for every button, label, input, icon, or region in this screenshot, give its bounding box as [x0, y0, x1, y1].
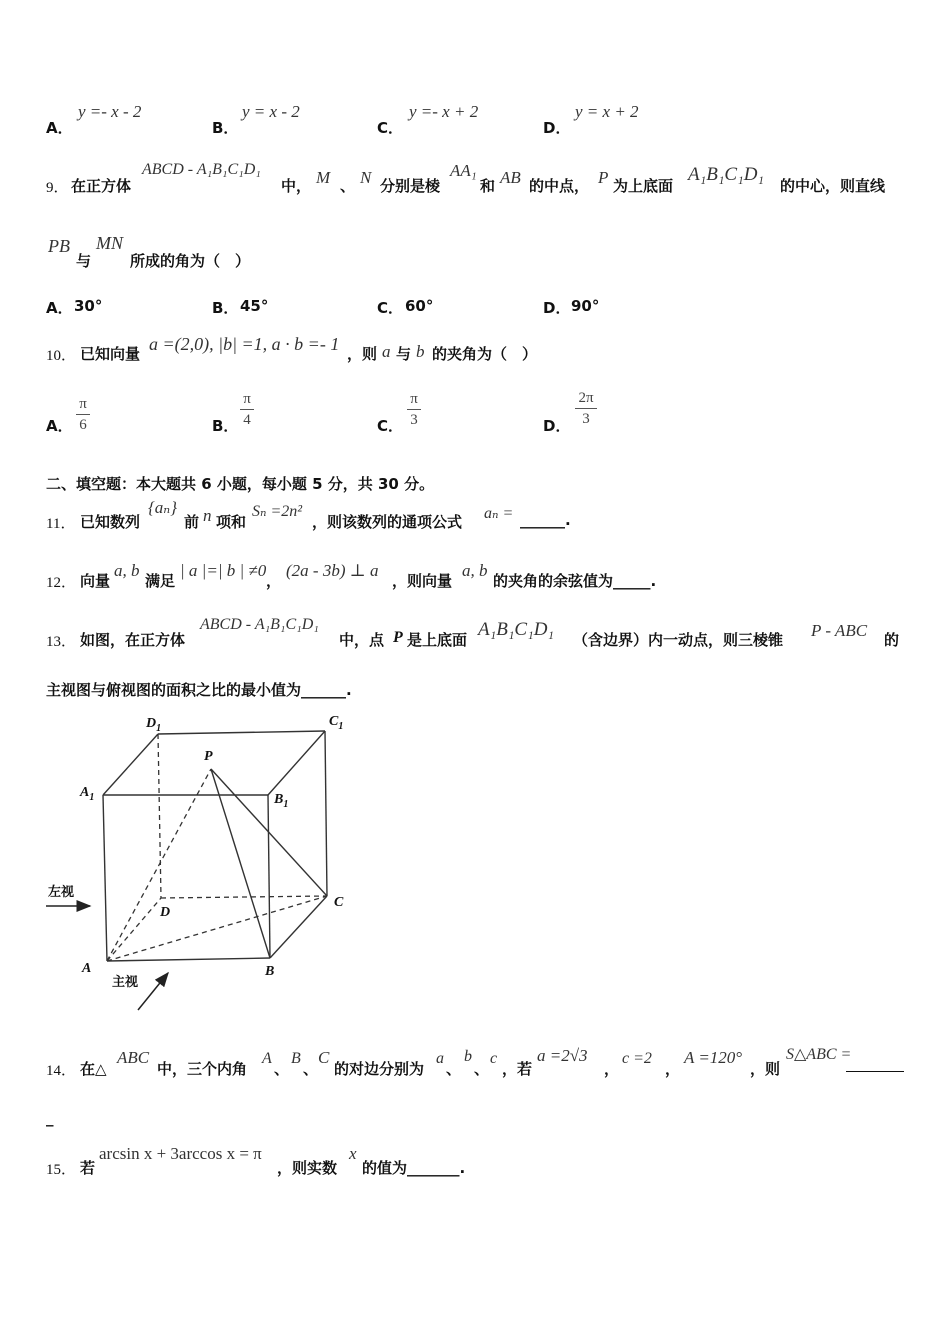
q15-text: ，则实数 — [277, 1159, 338, 1177]
q9-aa1: AA₁ — [450, 161, 477, 180]
q12-text: 向量 — [80, 572, 111, 590]
q14-abc: ABC — [117, 1048, 150, 1067]
edge-a-c-hidden — [107, 896, 327, 961]
q15-text: 若 — [80, 1159, 96, 1177]
q14-blank[interactable] — [846, 1071, 904, 1072]
label-p: P — [204, 749, 213, 764]
q13-text: 的 — [884, 631, 900, 649]
q9-text: 和 — [480, 177, 496, 195]
q14-angle-b: B — [291, 1050, 301, 1067]
q10-option-b-num: π — [243, 391, 251, 407]
q14-sep: 、 — [303, 1060, 319, 1078]
q9-option-a-label: A． — [46, 299, 73, 317]
q15-number: 15． — [46, 1162, 77, 1178]
q14-sep: 、 — [274, 1060, 290, 1078]
q10-option-b-label: B． — [212, 417, 239, 435]
q11-text: 项和 — [216, 513, 247, 531]
q8-option-c-expr: y =- x + 2 — [409, 102, 479, 121]
q9-option-c-label: C． — [377, 299, 404, 317]
q10-text: 与 — [396, 345, 412, 363]
q10-option-d-den: 3 — [582, 411, 590, 427]
q12-cond1: | a |=| b | ≠0 — [180, 561, 267, 580]
q9-cube: ABCD - A₁B₁C₁D₁ — [142, 161, 261, 178]
q9-option-d-value: 90° — [571, 297, 600, 315]
q9-text: 所成的角为（ ） — [130, 252, 251, 270]
q11-text: 前 — [184, 513, 200, 531]
q9-text: 在正方体 — [71, 177, 132, 195]
q14-cond3: A =120° — [684, 1048, 743, 1067]
q10-text: ，则 — [347, 345, 378, 363]
q12-cond2: (2a - 3b) ⊥ a — [286, 561, 379, 580]
q8-option-a-label: A． — [46, 119, 73, 137]
q13-text: 是上底面 — [407, 631, 468, 649]
q9-option-c-value: 60° — [405, 297, 434, 315]
q10-option-a-frac — [76, 395, 90, 434]
q9-text: 中， — [281, 177, 312, 195]
q9-pb: PB — [48, 236, 70, 256]
q12-ab2: a, b — [462, 561, 488, 580]
q14-sep: 、 — [446, 1060, 462, 1078]
q12-text: ，则向量 — [392, 572, 453, 590]
q10-number: 10． — [46, 348, 77, 364]
edge-b-c — [270, 896, 327, 958]
label-c1: $C_1$ — [329, 714, 344, 732]
q9-text: 的中点， — [529, 177, 590, 195]
q11-n: n — [203, 506, 212, 525]
q9-mn: MN — [96, 233, 123, 253]
q12-blank[interactable]: 的夹角的余弦值为_____. — [493, 572, 657, 590]
q10-condition: a =(2,0), |b| =1, a · b =- 1 — [149, 334, 340, 354]
q14-text: 在△ — [80, 1060, 107, 1078]
q10-text: 的夹角为（ ） — [432, 345, 538, 363]
q10-option-d-label: D． — [543, 417, 571, 435]
q9-p: P — [598, 168, 609, 187]
q14-text: ， — [665, 1060, 681, 1078]
edge-b1-c1 — [268, 731, 325, 795]
label-b: B — [265, 964, 275, 979]
q13-number: 13． — [46, 634, 77, 650]
q10-option-a-den: 6 — [79, 417, 87, 433]
q10-option-c-den: 3 — [410, 412, 418, 428]
q13-text: （含边界）内一动点，则三棱锥 — [573, 631, 784, 649]
q8-option-b-label: B． — [212, 119, 239, 137]
q8-option-d-expr: y = x + 2 — [575, 102, 639, 121]
label-d: D — [160, 905, 171, 920]
q10-option-c-label: C． — [377, 417, 404, 435]
q8-option-d-label: D． — [543, 119, 571, 137]
q15-equation: arcsin x + 3arccos x = π — [99, 1144, 262, 1163]
q14-angle-a: A — [262, 1050, 272, 1067]
q10-option-a-num: π — [79, 396, 87, 412]
q13-p: P — [393, 629, 403, 646]
label-a: A — [82, 961, 92, 976]
left-view-label: 左视 — [48, 885, 75, 900]
q9-option-b-label: B． — [212, 299, 239, 317]
q8-option-c-label: C． — [377, 119, 404, 137]
label-b1: $B_1$ — [274, 792, 289, 810]
q9-text: 与 — [76, 252, 92, 270]
edge-d1-d-hidden — [158, 734, 161, 898]
edge-a1-d1 — [103, 734, 158, 795]
q9-face: A₁B₁C₁D₁ — [688, 164, 765, 185]
q11-text: ，则该数列的通项公式 — [312, 513, 463, 531]
q9-option-b-value: 45° — [240, 297, 269, 315]
label-a1: $A_1$ — [80, 785, 95, 803]
q14-text: ， — [604, 1060, 620, 1078]
edge-d-c-hidden — [161, 896, 327, 898]
q9-ab: AB — [500, 168, 521, 187]
q9-text: 的中心，则直线 — [780, 177, 886, 195]
label-d1: $D_1$ — [146, 716, 162, 734]
q11-number: 11． — [46, 516, 76, 532]
q10-option-b-den: 4 — [243, 412, 251, 428]
q14-text: 的对边分别为 — [334, 1060, 425, 1078]
q11-blank[interactable]: ______. — [520, 511, 571, 529]
q10-option-b-frac — [240, 390, 254, 429]
q14-number: 14． — [46, 1063, 77, 1079]
section-2-heading: 二、填空题：本大题共 6 小题，每小题 5 分，共 30 分。 — [46, 475, 435, 493]
q10-option-d-frac — [575, 389, 597, 428]
q11-sum: Sₙ =2n² — [252, 503, 303, 520]
q13-line2[interactable]: 主视图与俯视图的面积之比的最小值为______. — [46, 681, 352, 699]
q9-number: 9． — [46, 180, 69, 196]
q10-b: b — [416, 342, 425, 361]
q10-option-d-num: 2π — [578, 390, 594, 406]
q14-side-a: a — [436, 1050, 444, 1067]
q14-cond2: c =2 — [622, 1050, 652, 1067]
q12-text: 满足 — [145, 572, 176, 590]
q9-m: M — [316, 168, 331, 187]
front-view-label: 主视 — [112, 975, 139, 990]
q15-blank[interactable]: 的值为_______. — [362, 1159, 466, 1177]
q11-text: 已知数列 — [80, 513, 141, 531]
edge-a-b — [107, 958, 270, 961]
q9-option-a-value: 30° — [74, 297, 103, 315]
q13-pyramid: P - ABC — [811, 621, 868, 640]
q13-text: 如图，在正方体 — [80, 631, 186, 649]
q10-text: 已知向量 — [80, 345, 141, 363]
cube-figure — [40, 708, 370, 1018]
edge-a-d-hidden — [107, 898, 161, 961]
q10-option-c-frac — [407, 390, 421, 429]
q14-side-b: b — [464, 1048, 472, 1065]
q13-cube: ABCD - A₁B₁C₁D₁ — [200, 616, 319, 633]
q12-text: ， — [266, 572, 282, 590]
edge-a1-a — [103, 795, 107, 961]
q9-text: 为上底面 — [613, 177, 674, 195]
q12-number: 12． — [46, 575, 77, 591]
q9-option-d-label: D． — [543, 299, 571, 317]
q14-text: ，若 — [502, 1060, 533, 1078]
q14-area: S△ABC = — [786, 1046, 852, 1063]
q10-option-c-num: π — [410, 391, 418, 407]
q14-side-c: c — [490, 1050, 498, 1067]
q8-option-a-expr: y =- x - 2 — [78, 102, 142, 121]
q14-sep: 、 — [474, 1060, 490, 1078]
label-c: C — [334, 895, 344, 910]
q13-face: A₁B₁C₁D₁ — [478, 619, 555, 640]
q9-text: 分别是棱 — [380, 177, 441, 195]
q9-sep: 、 — [340, 177, 356, 195]
q13-text: 中，点 — [339, 631, 385, 649]
q11-seq: {aₙ} — [148, 498, 177, 517]
q11-an: aₙ = — [484, 505, 514, 522]
edge-b1-b — [268, 795, 270, 958]
q15-x: x — [349, 1144, 357, 1163]
q10-option-a-label: A． — [46, 417, 73, 435]
front-view-arrow-icon — [138, 973, 168, 1010]
q14-text: ，则 — [750, 1060, 781, 1078]
q14-cond1: a =2√3 — [537, 1046, 588, 1065]
edge-d1-c1 — [158, 731, 325, 734]
q12-ab: a, b — [114, 561, 140, 580]
q14-angle-c: C — [318, 1048, 330, 1067]
q10-a: a — [382, 342, 391, 361]
q9-n: N — [360, 168, 372, 187]
edge-p-b — [211, 769, 270, 958]
q14-blank-cont: _ — [46, 1109, 54, 1127]
edge-c1-c — [325, 731, 327, 896]
q8-option-b-expr: y = x - 2 — [242, 102, 300, 121]
q14-text: 中，三个内角 — [157, 1060, 248, 1078]
